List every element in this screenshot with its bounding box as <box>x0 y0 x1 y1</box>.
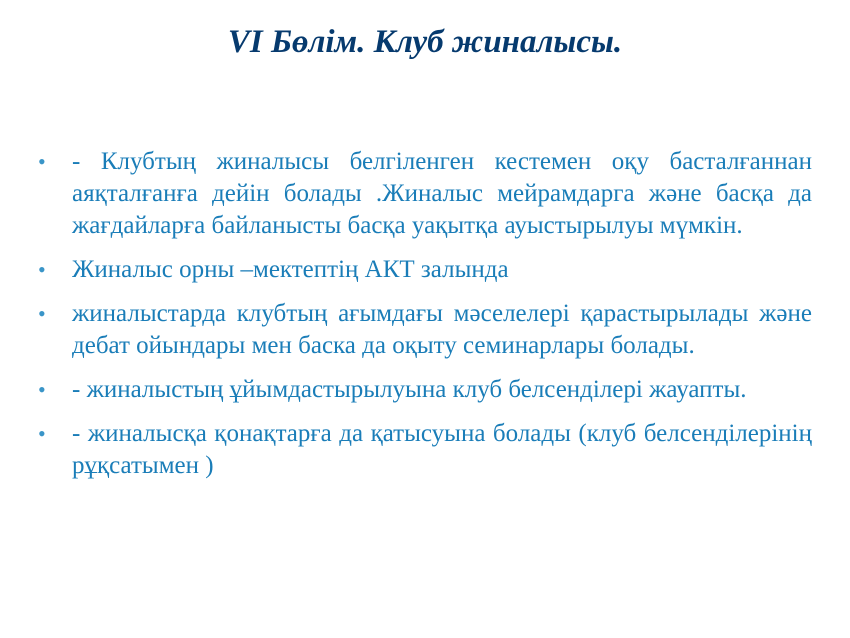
list-item-text: жиналыстарда клубтың ағымдағы мәселелері қарастырылады және дебат ойындары мен баска да оқыту семинарлары болады. <box>72 300 812 359</box>
bullet-icon: • <box>38 149 46 174</box>
list-item-text: - жиналысқа қонақтарға да қатысуына болады (клуб белсенділерінің рұқсатымен ) <box>72 420 812 479</box>
list-item <box>38 146 812 242</box>
list-item-text: - Клубтың жиналысы белгіленген кестемен оқу басталғаннан аяқталғанға дейін болады .Жиналыс мейрамдарга және басқа да жағдайларға байланысты басқа уақытқа ауыстырылуы мүмкін. <box>72 148 812 239</box>
list-item <box>38 254 812 286</box>
bullet-icon: • <box>38 257 46 282</box>
list-item <box>38 418 812 482</box>
bullet-icon: • <box>38 301 46 326</box>
bullet-icon: • <box>38 421 46 446</box>
list-item-text: Жиналыс орны –мектептің АКТ залында <box>72 256 509 283</box>
list-item <box>38 298 812 362</box>
bullet-list <box>38 146 812 494</box>
list-item-text: - жиналыстың ұйымдастырылуына клуб белсенділері жауапты. <box>72 376 747 403</box>
list-item <box>38 374 812 406</box>
slide-title: VI Бөлім. Клуб жиналысы. <box>227 24 623 60</box>
bullet-icon: • <box>38 377 46 402</box>
